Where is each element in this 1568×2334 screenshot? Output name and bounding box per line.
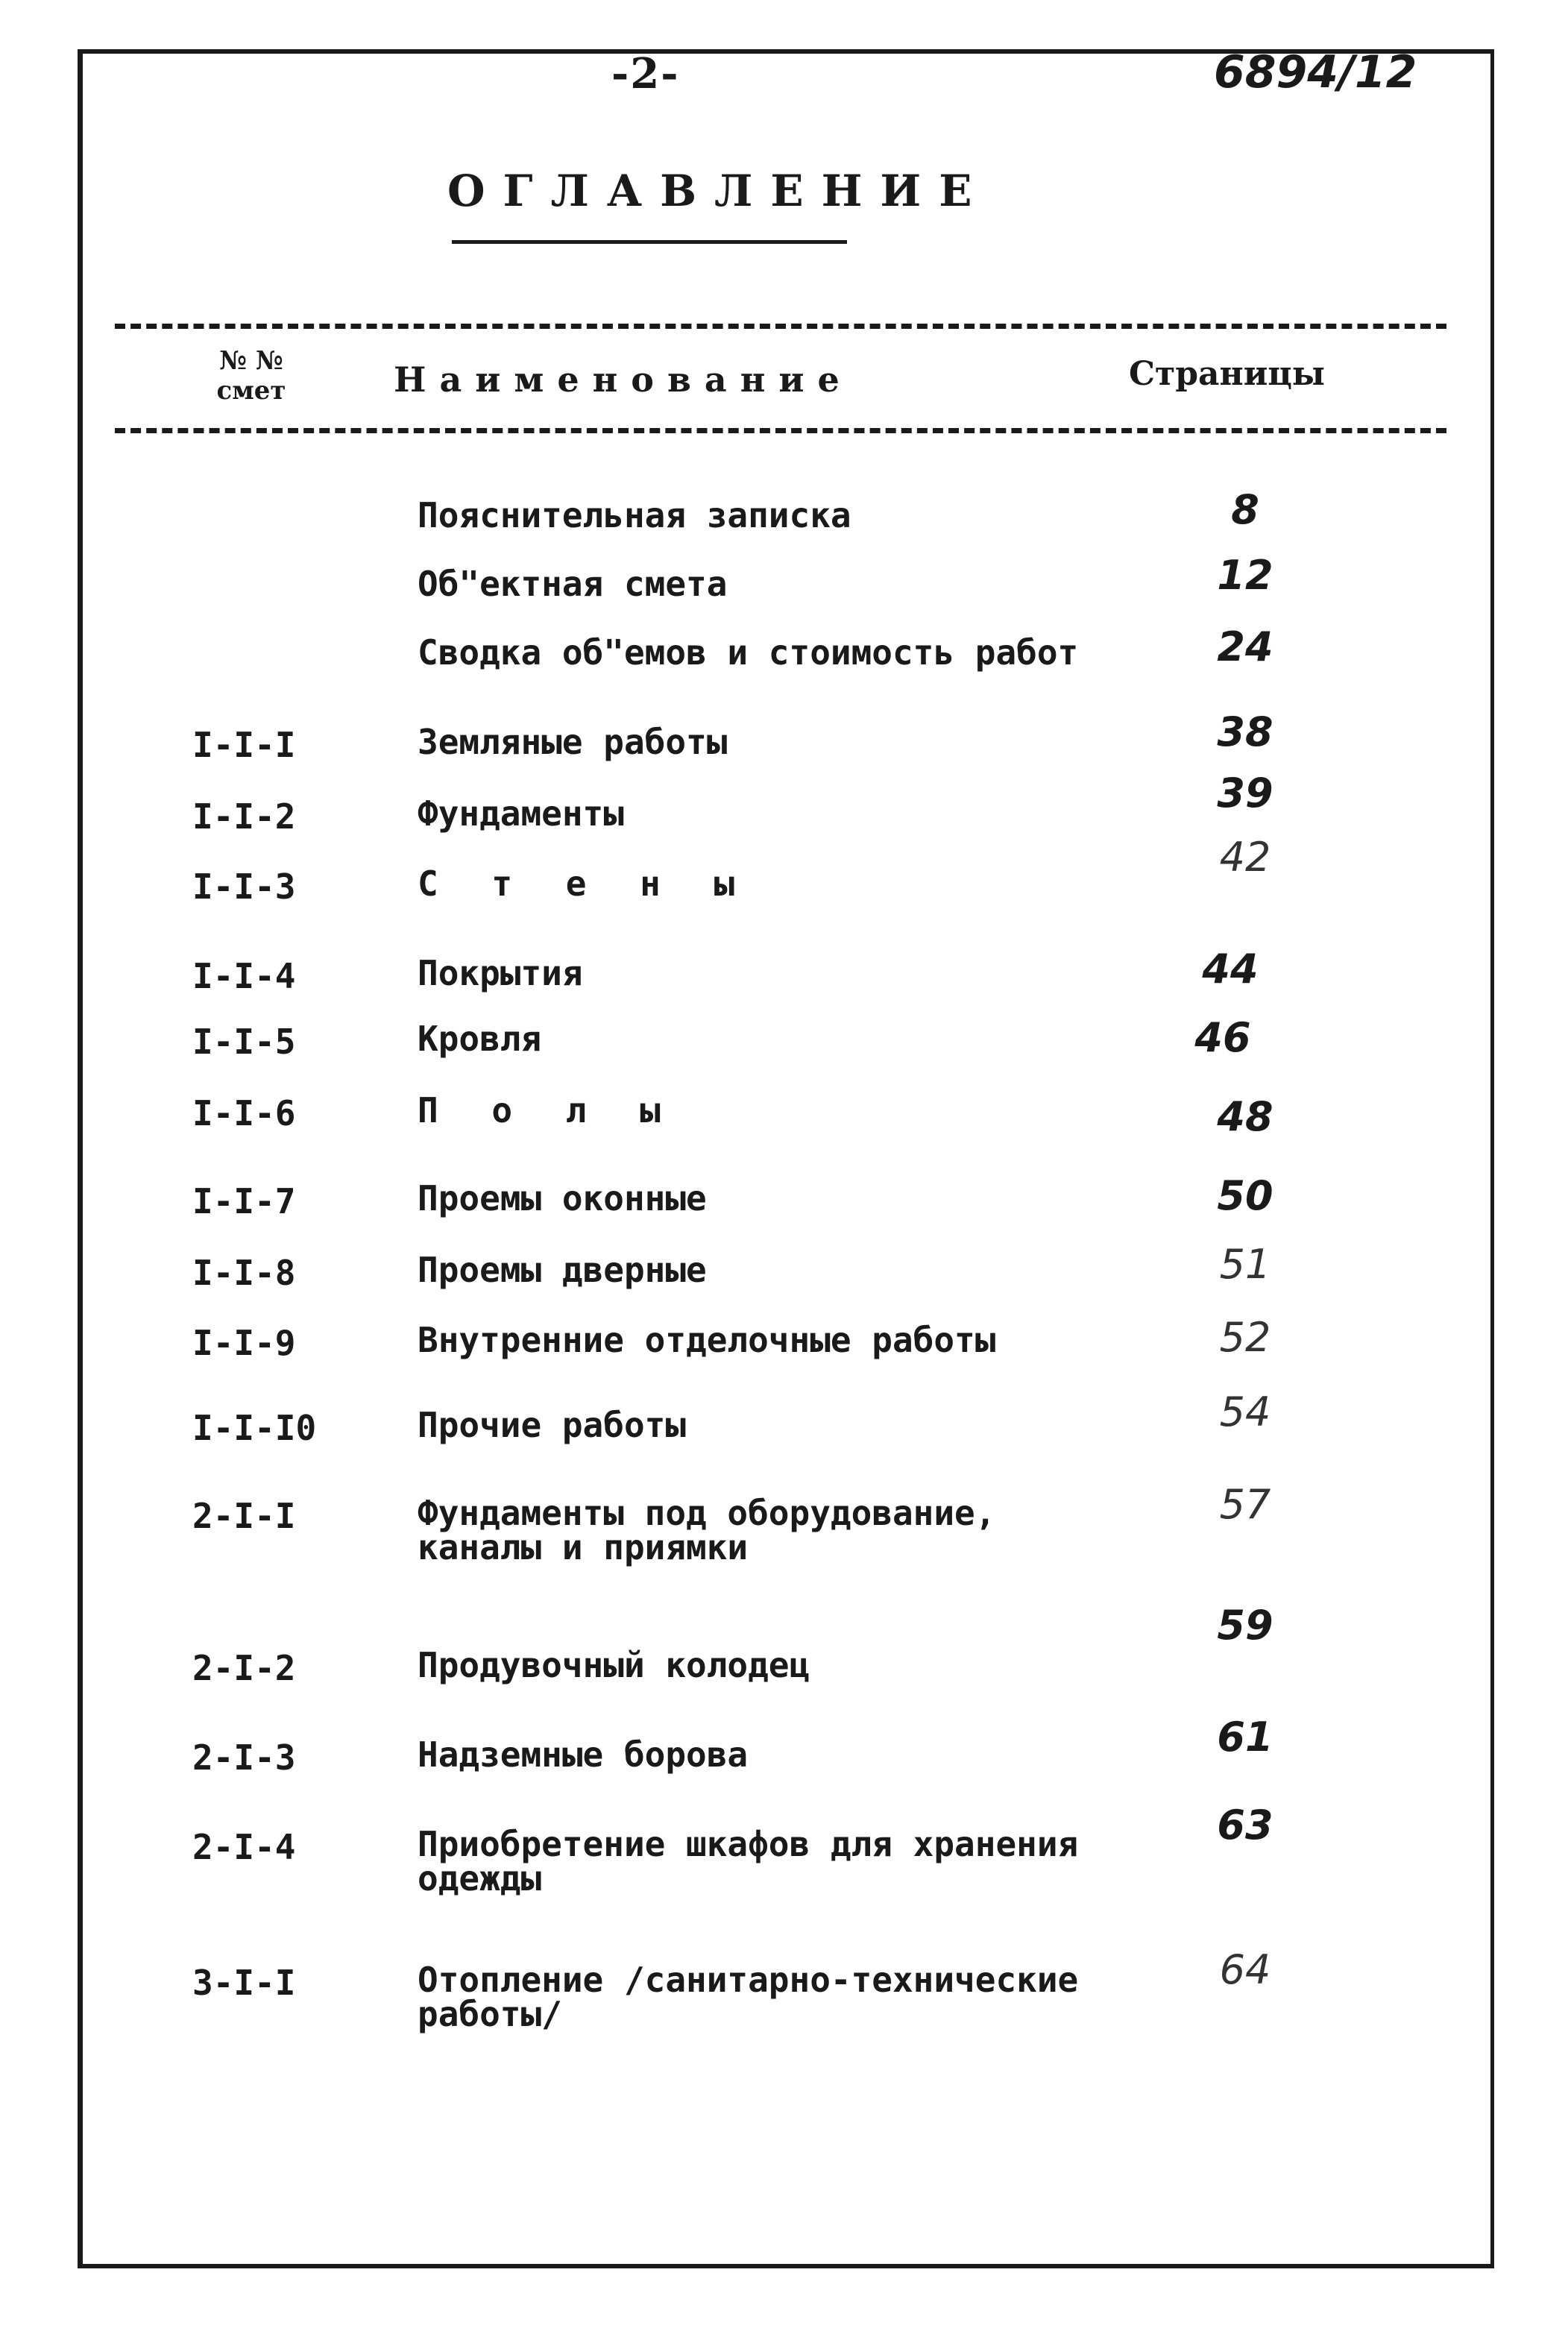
row-page: 24	[1217, 623, 1273, 670]
row-page: 46	[1194, 1014, 1251, 1061]
row-name: Надземные борова	[418, 1734, 749, 1775]
row-code: I-I-5	[192, 1022, 296, 1062]
row-name: С т е н ы	[418, 864, 752, 904]
title-underline	[452, 240, 847, 244]
row-code: I-I-8	[192, 1253, 296, 1293]
row-code: I-I-I	[192, 725, 296, 765]
column-header-pages: Страницы	[1129, 355, 1326, 393]
row-name: Продувочный колодец	[418, 1645, 810, 1685]
row-code: I-I-3	[192, 866, 296, 907]
row-name: Земляные работы	[418, 722, 728, 762]
row-code: I-I-9	[192, 1323, 296, 1363]
row-name: Об"ектная смета	[418, 564, 728, 604]
row-name: Прочие работы	[418, 1405, 687, 1445]
row-name: Фундаменты под оборудование, каналы и приямки	[418, 1493, 996, 1567]
document-code: 6894/12	[1214, 46, 1417, 98]
row-page: 52	[1219, 1314, 1271, 1361]
row-code: I-I-7	[192, 1181, 296, 1221]
row-page: 57	[1219, 1481, 1271, 1528]
table-header-top-rule	[115, 324, 1446, 329]
page-title: ОГЛАВЛЕНИЕ	[447, 166, 990, 216]
row-page: 39	[1217, 770, 1273, 817]
row-page: 8	[1231, 486, 1259, 533]
row-code: I-I-2	[192, 796, 296, 837]
row-name: Покрытия	[418, 953, 583, 993]
row-page: 38	[1217, 708, 1273, 755]
row-name: Проемы дверные	[418, 1250, 707, 1290]
row-code: I-I-I0	[192, 1408, 317, 1448]
row-page: 59	[1217, 1602, 1273, 1649]
row-code: I-I-6	[192, 1093, 296, 1133]
row-code: 3-I-I	[192, 1963, 296, 2003]
page-number: -2-	[611, 49, 680, 98]
row-page: 64	[1219, 1946, 1271, 1993]
row-name: П о л ы	[418, 1090, 677, 1130]
row-code: 2-I-I	[192, 1496, 296, 1536]
row-name: Фундаменты	[418, 793, 624, 834]
row-page: 12	[1217, 552, 1273, 599]
row-page: 61	[1217, 1714, 1273, 1761]
row-page: 48	[1217, 1093, 1273, 1140]
table-header-bottom-rule	[115, 428, 1446, 433]
row-page: 42	[1219, 834, 1271, 881]
row-page: 54	[1219, 1388, 1271, 1435]
row-name: Отопление /санитарно-технические работы/	[418, 1960, 1079, 2034]
row-name: Сводка об"емов и стоимость работ	[418, 632, 1079, 673]
column-header-name: Наименование	[394, 359, 853, 400]
column-header-number-line1: № №	[219, 346, 283, 376]
row-code: 2-I-2	[192, 1648, 296, 1688]
row-code: 2-I-4	[192, 1827, 296, 1867]
row-code: I-I-4	[192, 956, 296, 996]
row-code: 2-I-3	[192, 1737, 296, 1778]
column-header-number	[210, 346, 292, 406]
row-page: 63	[1217, 1802, 1273, 1849]
row-name: Внутренние отделочные работы	[418, 1320, 996, 1360]
row-page: 44	[1202, 946, 1259, 993]
row-name: Кровля	[418, 1019, 542, 1059]
row-page: 50	[1217, 1172, 1273, 1219]
row-name: Проемы оконные	[418, 1178, 707, 1218]
row-name: Пояснительная записка	[418, 495, 851, 535]
column-header-number-line2: смет	[216, 376, 286, 406]
row-page: 51	[1219, 1241, 1271, 1288]
row-name: Приобретение шкафов для хранения одежды	[418, 1824, 1079, 1899]
